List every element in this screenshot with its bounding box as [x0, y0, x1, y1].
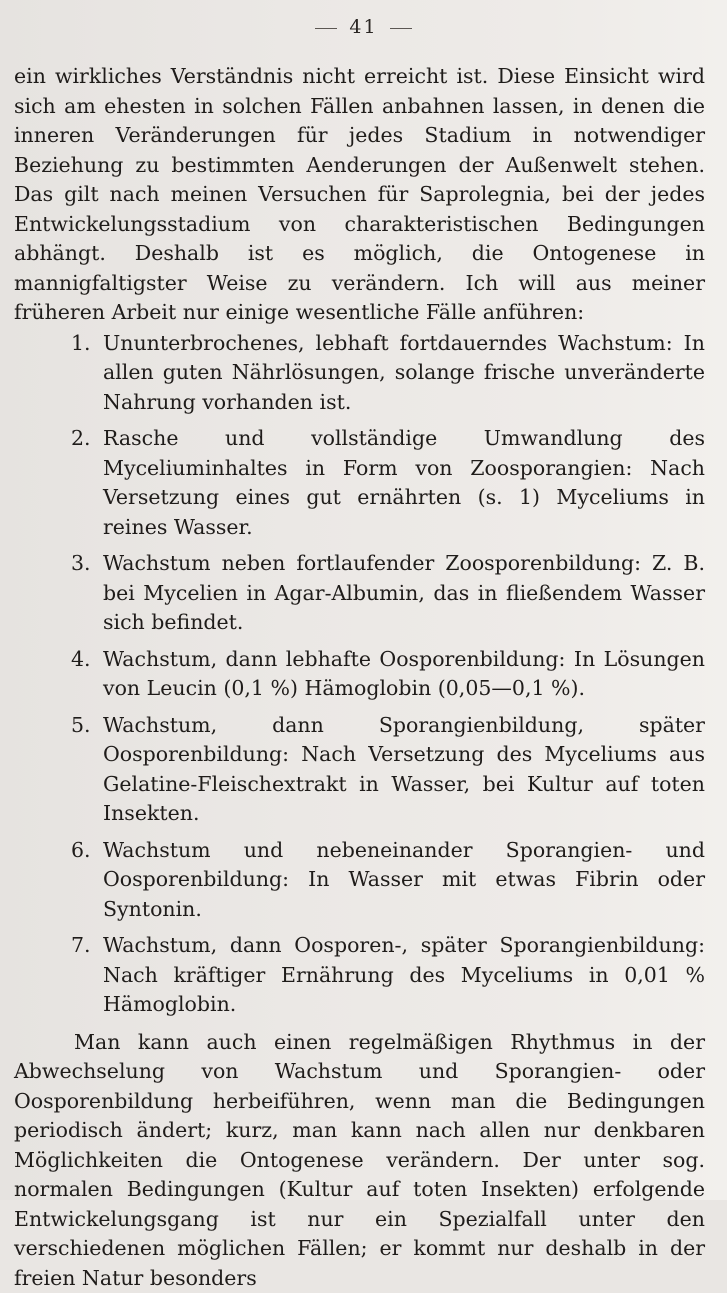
list-item-text: Wachstum neben fortlaufender Zoosporenbildung: Z. B. bei Mycelien in Agar-Albumin, das in fließendem Wasser sich befindet.	[103, 551, 705, 634]
list-item-number: 5.	[71, 711, 101, 741]
page-number: 41	[349, 16, 377, 38]
left-dash	[315, 28, 337, 29]
list-item-text: Wachstum, dann Oosporen-, später Sporangienbildung: Nach kräftiger Ernährung des Myceliums in 0,01 % Hämoglobin.	[103, 933, 705, 1016]
list-item	[14, 424, 705, 542]
list-item-number: 1.	[71, 329, 101, 359]
list-item	[14, 711, 705, 829]
list-item-number: 7.	[71, 931, 101, 961]
list-item-text: Rasche und vollständige Umwandlung des Myceliuminhaltes in Form von Zoosporangien: Nach Versetzung eines gut ernährten (s. 1) Myceliums in reines Wasser.	[103, 426, 705, 539]
list-item-number: 4.	[71, 645, 101, 675]
intro-paragraph: ein wirkliches Verständnis nicht erreicht ist. Diese Einsicht wird sich am ehesten in solchen Fällen anbahnen lassen, in denen die inneren Veränderungen für jedes Stadium in notwendiger Beziehung zu bestimmten Aenderungen der Außenwelt stehen. Das gilt nach meinen Versuchen für Saprolegnia, bei der jedes Entwickelungsstadium von charakteristischen Bedingungen abhängt. Deshalb ist es möglich, die Ontogenese in mannigfaltigster Weise zu verändern. Ich will aus meiner früheren Arbeit nur einige wesentliche Fälle anführen:	[14, 62, 705, 328]
list-item-text: Wachstum, dann lebhafte Oosporenbildung: In Lösungen von Leucin (0,1 %) Hämoglobin (0,05—0,1 %).	[103, 647, 705, 701]
closing-paragraph: Man kann auch einen regelmäßigen Rhythmus in der Abwechselung von Wachstum und Sporangien- oder Oosporenbildung herbeiführen, wenn man die Bedingungen periodisch ändert; kurz, man kann nach allen nur denkbaren Möglichkeiten die Ontogenese verändern. Der unter sog. normalen Bedingungen (Kultur auf toten Insekten) erfolgende Entwickelungsgang ist nur ein Spezialfall unter den verschiedenen möglichen Fällen; er kommt nur deshalb in der freien Natur besonders	[14, 1028, 705, 1293]
list-item	[14, 549, 705, 638]
list-item-number: 2.	[71, 424, 101, 454]
list-item-text: Ununterbrochenes, lebhaft fortdauerndes Wachstum: In allen guten Nährlösungen, solange frische unveränderte Nahrung vorhanden ist.	[103, 331, 705, 414]
page-number-header	[0, 16, 727, 38]
list-item-text: Wachstum, dann Sporangienbildung, später Oosporenbildung: Nach Versetzung des Myceliums aus Gelatine-Fleischextrakt in Wasser, bei Kultur auf toten Insekten.	[103, 713, 705, 826]
list-item-number: 6.	[71, 836, 101, 866]
conditions-list	[14, 329, 705, 1020]
list-item-text: Wachstum und nebeneinander Sporangien- und Oosporenbildung: In Wasser mit etwas Fibrin oder Syntonin.	[103, 838, 705, 921]
list-item	[14, 836, 705, 925]
body-text	[14, 62, 705, 1293]
list-item	[14, 329, 705, 418]
list-item	[14, 931, 705, 1020]
right-dash	[390, 28, 412, 29]
list-item-number: 3.	[71, 549, 101, 579]
list-item	[14, 645, 705, 704]
